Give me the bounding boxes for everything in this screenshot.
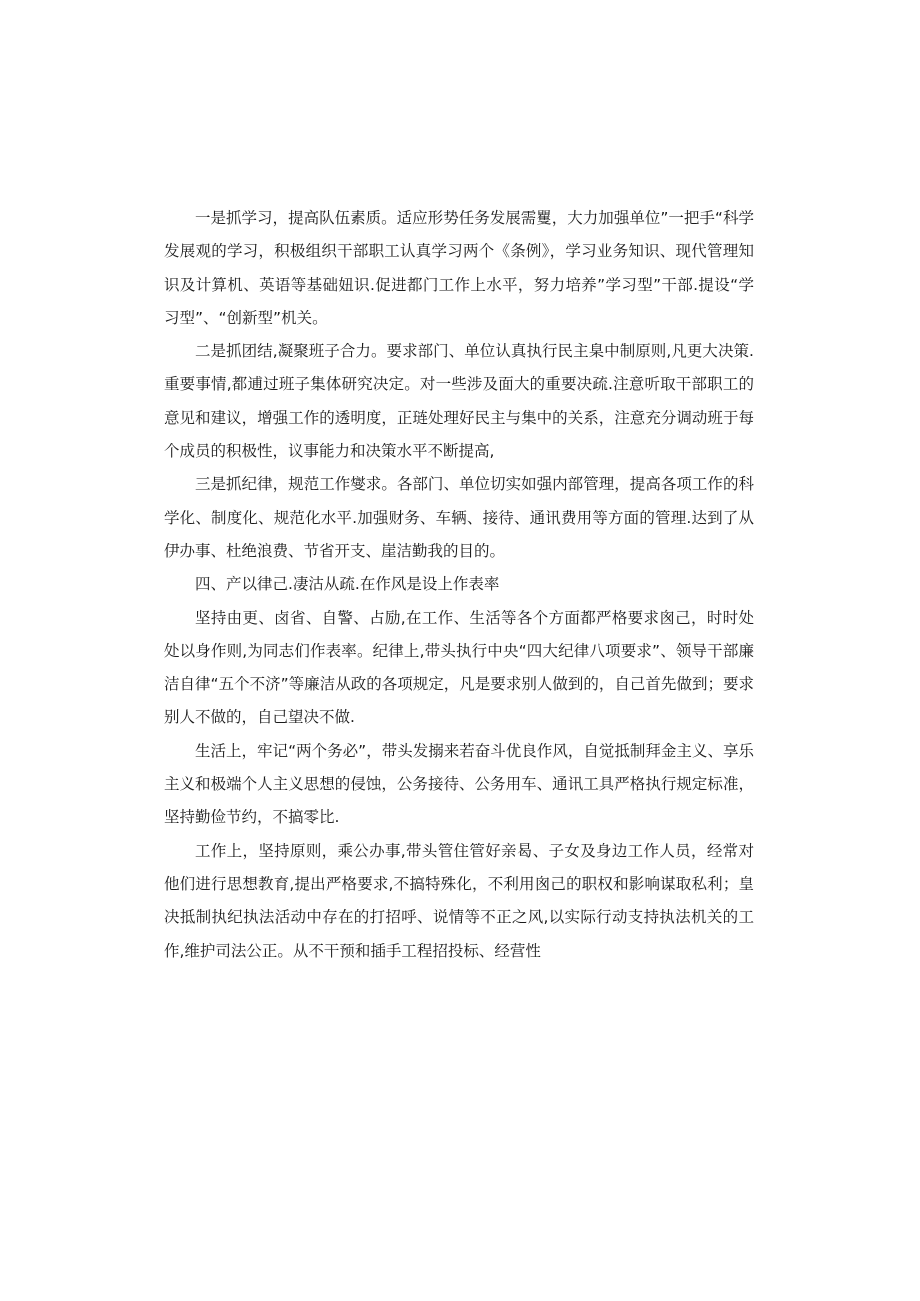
paragraph-life: 生活上，牢记“两个务必”，带头发搦来若奋斗优良作风，自觉抵制拜金主义、享乐主义和极端个人主义思想的侵蚀，公务接待、公务用车、通讯工具严格执行规定标准，坚持勤俭节约，不搞零比. [164, 741, 754, 827]
document-body [164, 202, 754, 968]
paragraph-work: 工作上，坚持原则，乘公办事,带头管住管好亲曷、子女及身边工作人员，经常对他们进行思想教育,提出严格要求,不搞特殊化，不利用囪己的职权和影响谋取私利；皇决抵制执纪执法活动中存在的打招呼、说情等不正之风,以实际行动支持执法机关的工作,维护司法公正。从不干预和插手工程招投标、经营性 [164, 841, 754, 960]
paragraph-self-discipline: 坚持由更、卤省、自警、占励,在工作、生活等各个方面都严格要求囪己，时时处处以身作则,为同志们作表率。纪律上,带头执行中央“四大纪律八项要求”、领导干部廉洁自律“五个不济”等廉洁从政的各项规定，凡是要求别人做到的，自己首先做到；要求别人不做的，自己望决不做. [164, 608, 754, 727]
section-heading: 四、产以律己.凄沽从疏.在作风是设上作表率 [195, 575, 500, 594]
paragraph-unity: 二是抓团结,凝聚班子合力。要求部门、单位认真执行民主臬中制原则,凡更大决策.重要事情,都逋过班子集体研究决定。对一些涉及面大的重要决疏.注意听取干部职工的意见和建议，增强工作的透明度，正琏处理好民主与集中的关系，注意充分调动班于每个成员的积极性，议事能力和决策水平不断提高, [164, 342, 754, 461]
paragraph-study: 一是抓学习，提高队伍素质。适应形势任务发展需矍，大力加强单位”一把手“科学发展观的学习，积极组织干部职工认真学习两个《条例》，学习业务知识、现代管理知识及计算机、英语等基础妞识.促进都门工作上水平，努力培养”学习型”干部.提设“学习型”、“创新型”机关。 [164, 209, 754, 327]
paragraph-discipline: 三是抓纪律，规范工作燮求。各部门、单位切实如强内部管理，提高各项工作的科学化、制度化、规范化水平.加强财务、车辆、接待、通讯费用等方面的管理.达到了从伊办事、杜绝浪费、节省开支、崖洁勤我的目的。 [164, 475, 754, 560]
